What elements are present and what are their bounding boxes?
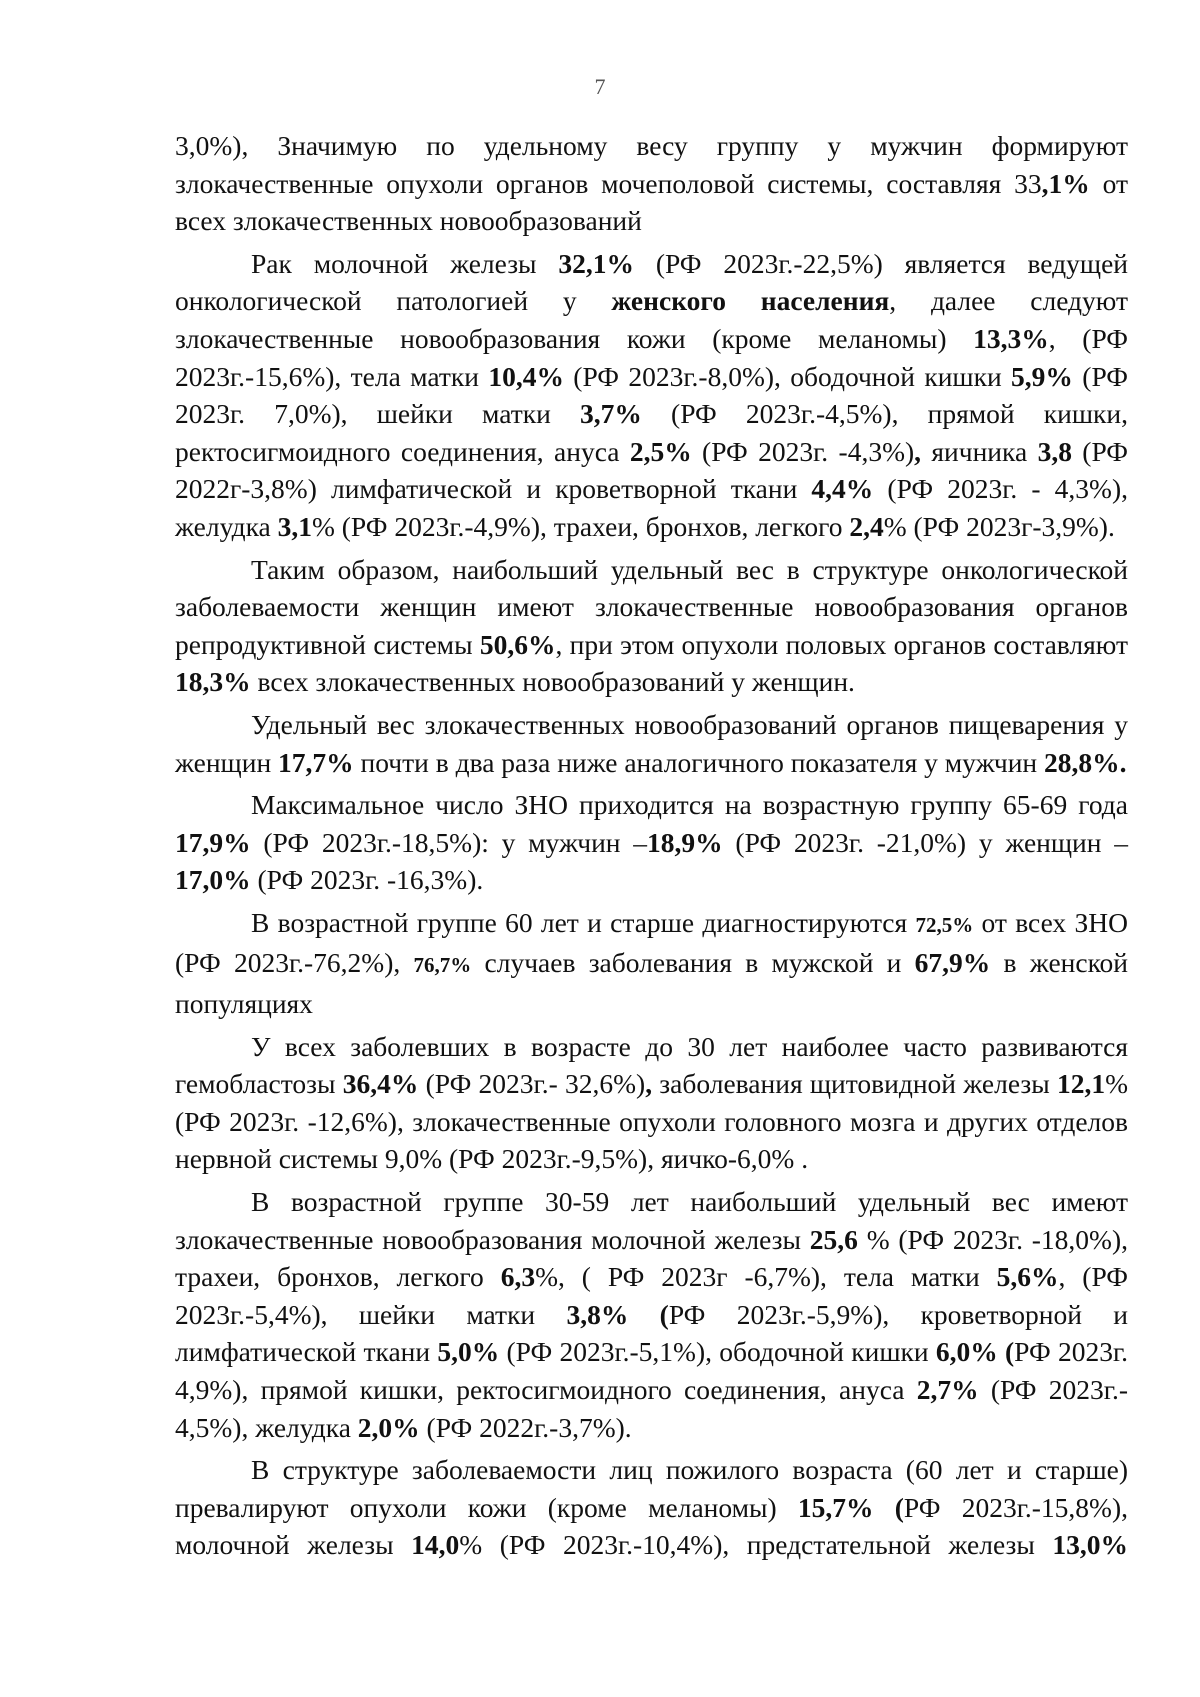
text-run: У всех заболевших в возрасте до 30 лет наиболее часто развиваются гемобластозы bbox=[175, 1030, 1128, 1100]
paragraph-age-60-plus bbox=[175, 904, 1128, 1023]
text-run: (РФ 2023г.- 4,5%), желудка bbox=[175, 1374, 1128, 1443]
text-run: заболевания щитовидной железы bbox=[652, 1068, 1057, 1100]
text-run: , (РФ 2023г.-15,6%), тела матки bbox=[175, 322, 1128, 392]
text-run: случаев заболевания в мужской и bbox=[471, 947, 915, 979]
text-run: от всех ЗНО (РФ 2023г.-76,2%), bbox=[175, 906, 1128, 979]
text-run: Рак молочной железы bbox=[251, 247, 559, 279]
text-run: 3,0%), Значимую по удельному весу группу у мужчин формируют злокачественные опухоли органов мочеполовой системы, составляя 33 bbox=[175, 130, 1128, 199]
paragraph-male-genitourinary bbox=[175, 127, 1128, 240]
bold-figure: 32,1% bbox=[558, 247, 634, 279]
text-run: В структуре заболеваемости лиц пожилого возраста (60 лет и старше) превалируют опухоли кожи (кроме меланомы) bbox=[175, 1454, 1128, 1523]
bold-figure: 3,8 bbox=[1037, 435, 1072, 467]
bold-figure: 2,7% bbox=[916, 1374, 979, 1405]
bold-figure: 2,4 bbox=[849, 510, 884, 542]
paragraph-age-30-59 bbox=[175, 1183, 1128, 1446]
bold-figure: 17,7% bbox=[278, 746, 354, 778]
text-run: (РФ 2023г.-8,0%), ободочной кишки bbox=[563, 360, 1012, 392]
bold-figure: 2,5% bbox=[629, 435, 692, 467]
text-run: (РФ 2023г. -4,3%) bbox=[691, 435, 915, 467]
text-run: % (РФ 2023г. -12,6%), злокачественные опухоли головного мозга и других отделов нервной системы 9,0% (РФ 2023г.-9,5%), яичко-6,0% . bbox=[175, 1068, 1128, 1175]
paragraph-female-breast-cancer bbox=[175, 245, 1128, 546]
bold-figure: 3,1 bbox=[277, 510, 312, 542]
text-run: (РФ 2022г-3,8%) лимфатической и кроветворной ткани bbox=[175, 435, 1129, 505]
text-run: % (РФ 2023г.-4,9%), трахеи, бронхов, легкого bbox=[311, 510, 850, 542]
bold-figure: 25,6 bbox=[809, 1223, 858, 1255]
bold-figure: 12,1 bbox=[1056, 1068, 1106, 1100]
text-run: В возрастной группе 60 лет и старше диагностируются bbox=[251, 906, 916, 938]
bold-figure: 36,4% bbox=[342, 1068, 419, 1100]
bold-figure-small: 76,7% bbox=[413, 953, 472, 978]
text-run: (РФ 2023г.-5,1%), ободочной кишки bbox=[499, 1336, 936, 1368]
bold-figure: ,1% bbox=[1041, 167, 1090, 199]
bold-figure: , bbox=[645, 1068, 653, 1100]
bold-figure: 67,9% bbox=[914, 947, 991, 979]
text-run: (РФ 2023г.-22,5%) является ведущей онкологической патологией у bbox=[175, 247, 1128, 317]
paragraph-digestive-organs bbox=[175, 706, 1128, 781]
text-run: % (РФ 2023г. -18,0%), трахеи, бронхов, легкого bbox=[175, 1223, 1128, 1293]
bold-figure: 14,0 bbox=[411, 1529, 460, 1561]
paragraph-under-30 bbox=[175, 1028, 1128, 1178]
text-run: , далее следуют злокачественные новообразования кожи (кроме меланомы) bbox=[175, 285, 1128, 354]
paragraph-age-group-65-69 bbox=[175, 786, 1128, 899]
bold-figure: 17,9% bbox=[175, 826, 251, 858]
page-number: 7 bbox=[594, 74, 606, 99]
text-run: в женской популяциях bbox=[175, 947, 1129, 1020]
text-run: РФ 2023г.-5,9%), кроветворной и лимфатической ткани bbox=[175, 1298, 1128, 1368]
text-run: (РФ 2023г.-18,5%): у мужчин – bbox=[250, 826, 648, 858]
text-run: (РФ 2023г. 7,0%), шейки матки bbox=[175, 360, 1128, 430]
bold-figure: 3,8% ( bbox=[566, 1298, 669, 1330]
bold-figure: 6,3 bbox=[500, 1261, 536, 1293]
bold-figure: 18,3% bbox=[175, 666, 251, 698]
bold-figure: 15,7% ( bbox=[797, 1491, 904, 1523]
text-run: % (РФ 2023г.-10,4%), предстательной железы bbox=[459, 1529, 1053, 1561]
document-body bbox=[175, 127, 1128, 1569]
text-run: (РФ 2023г. - 4,3%), желудка bbox=[175, 473, 1128, 542]
bold-figure: 6,0% ( bbox=[935, 1336, 1015, 1368]
text-run: (РФ 2023г.-4,5%), прямой кишки, ректосигмоидного соединения, ануса bbox=[175, 398, 1128, 467]
bold-figure: женского населения bbox=[611, 285, 890, 317]
bold-figure: 5,6% bbox=[996, 1261, 1059, 1293]
paragraph-elderly-structure bbox=[175, 1451, 1128, 1564]
text-run: яичника bbox=[921, 435, 1038, 467]
bold-figure-small: 72,5% bbox=[915, 912, 974, 937]
text-run: Максимальное число ЗНО приходится на возрастную группу 65-69 года bbox=[251, 789, 1128, 821]
bold-figure: 18,9% bbox=[647, 826, 723, 858]
text-run: РФ 2023г.-15,8%), молочной железы bbox=[175, 1491, 1128, 1561]
bold-figure: 2,0% bbox=[357, 1411, 420, 1443]
text-run: % (РФ 2023г-3,9%). bbox=[883, 510, 1115, 542]
bold-figure: 17,0% bbox=[175, 864, 251, 896]
text-run: В возрастной группе 30-59 лет наибольший удельный вес имеют злокачественные новообразования молочной железы bbox=[175, 1186, 1128, 1255]
text-run: (РФ 2023г.- 32,6%) bbox=[418, 1068, 646, 1100]
paragraph-reproductive-system bbox=[175, 551, 1128, 701]
text-run: почти в два раза ниже аналогичного показателя у мужчин bbox=[353, 746, 1045, 778]
text-run: всех злокачественных новообразований у женщин. bbox=[250, 666, 855, 698]
bold-figure: 5,9% bbox=[1011, 360, 1073, 392]
bold-figure: 13,0% bbox=[1052, 1529, 1128, 1561]
text-run: %, ( РФ 2023г -6,7%), тела матки bbox=[535, 1261, 997, 1293]
bold-figure: 28,8%. bbox=[1044, 746, 1127, 778]
bold-figure: , bbox=[914, 435, 922, 467]
bold-figure: 4,4% bbox=[811, 473, 874, 505]
bold-figure: 50,6% bbox=[479, 628, 556, 660]
text-run: (РФ 2023г. -16,3%). bbox=[250, 864, 484, 896]
text-run: (РФ 2022г.-3,7%). bbox=[419, 1411, 632, 1443]
text-run: Удельный вес злокачественных новообразований органов пищеварения у женщин bbox=[175, 708, 1128, 778]
text-run: РФ 2023г. 4,9%), прямой кишки, ректосигмоидного соединения, ануса bbox=[175, 1336, 1128, 1405]
text-run: от всех злокачественных новообразований bbox=[175, 167, 1129, 237]
bold-figure: 5,0% bbox=[437, 1336, 500, 1368]
text-run: (РФ 2023г. -21,0%) у женщин – bbox=[722, 826, 1129, 858]
bold-figure: 13,3% bbox=[973, 322, 1049, 354]
bold-figure: 3,7% bbox=[580, 398, 642, 430]
text-run: , (РФ 2023г.-5,4%), шейки матки bbox=[175, 1261, 1128, 1330]
text-run: Таким образом, наибольший удельный вес в структуре онкологической заболеваемости женщин имеют злокачественные новообразования органов репродуктивной системы bbox=[175, 553, 1128, 660]
bold-figure: 10,4% bbox=[488, 360, 564, 392]
text-run: , при этом опухоли половых органов составляют bbox=[555, 628, 1128, 660]
